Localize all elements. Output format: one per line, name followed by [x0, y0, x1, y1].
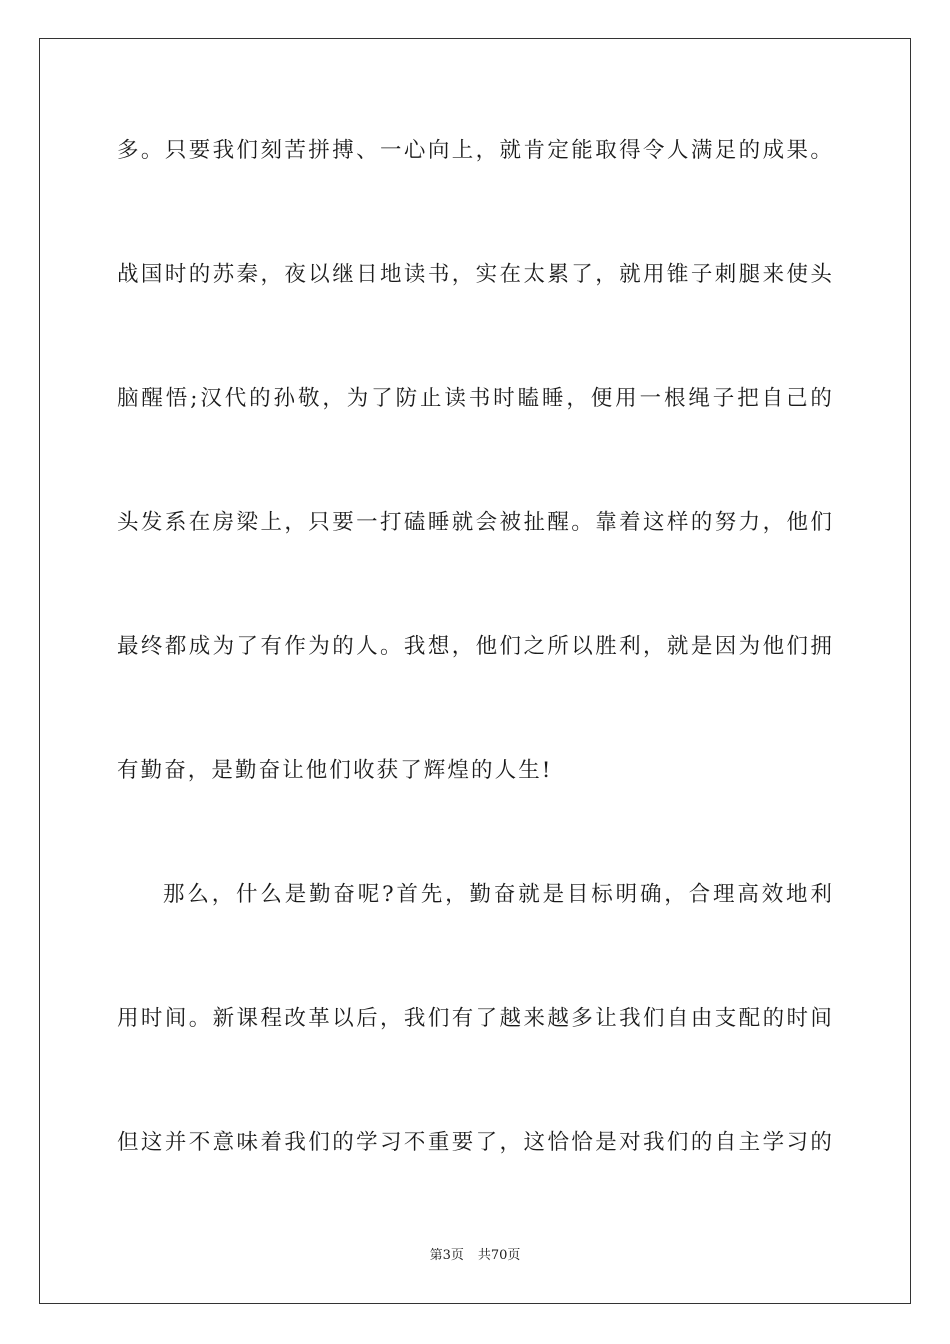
body-line-3: 脑醒悟;汉代的孙敬，为了防止读书时瞌睡，便用一根绳子把自己的	[117, 386, 833, 411]
page-footer	[0, 1247, 950, 1265]
page-number: 第3页	[429, 1248, 464, 1263]
body-line-1: 多。只要我们刻苦拼搏、一心向上，就肯定能取得令人满足的成果。	[117, 138, 833, 163]
body-line-6: 有勤奋，是勤奋让他们收获了辉煌的人生!	[117, 758, 553, 783]
body-line-7: 那么，什么是勤奋呢?首先，勤奋就是目标明确，合理高效地利	[163, 882, 833, 907]
body-line-4: 头发系在房梁上，只要一打磕睡就会被扯醒。靠着这样的努力，他们	[117, 510, 833, 535]
body-line-8: 用时间。新课程改革以后，我们有了越来越多让我们自由支配的时间	[117, 1006, 833, 1031]
page-frame	[39, 38, 911, 1304]
body-line-9: 但这并不意味着我们的学习不重要了，这恰恰是对我们的自主学习的	[117, 1130, 833, 1155]
page-total: 共70页	[477, 1248, 521, 1263]
body-line-2: 战国时的苏秦，夜以继日地读书，实在太累了，就用锥子刺腿来使头	[117, 262, 833, 287]
body-line-5: 最终都成为了有作为的人。我想，他们之所以胜利，就是因为他们拥	[117, 634, 833, 659]
